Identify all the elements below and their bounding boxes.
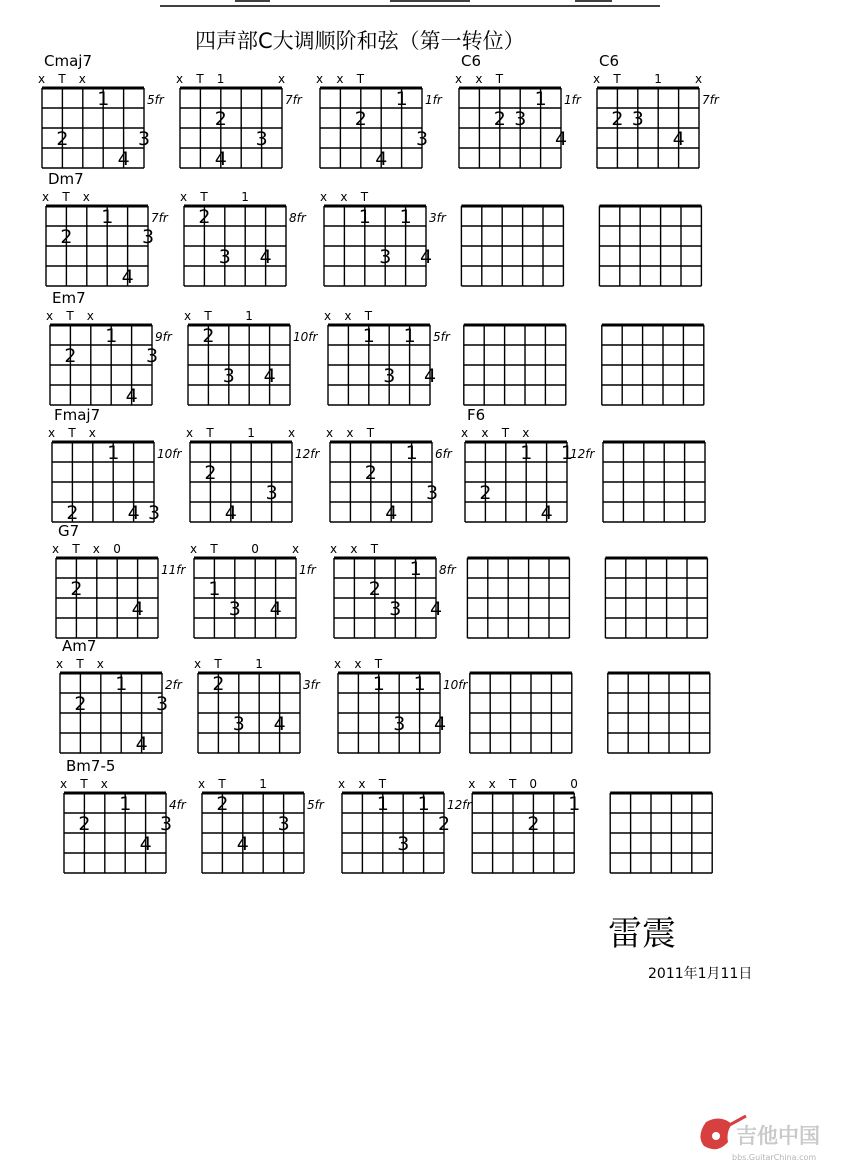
- string-mark: x: [346, 426, 354, 440]
- finger-number: 2: [493, 108, 506, 130]
- fretboard-grid: [602, 325, 704, 405]
- string-mark: x: [180, 190, 188, 204]
- chord-diagram-r5-c2: [190, 542, 317, 638]
- fret-position-label: 1fr: [425, 93, 442, 107]
- chord-name: G7: [58, 522, 80, 540]
- string-mark: T: [613, 72, 621, 86]
- date: 2011年1月11日: [648, 966, 753, 982]
- finger-number: 4: [263, 365, 276, 387]
- fretboard-grid: [470, 673, 572, 753]
- chord-diagram-r7-c3: [338, 777, 472, 873]
- string-mark: x: [354, 657, 362, 671]
- finger-number: 4: [139, 833, 152, 855]
- chord-diagram-r1-c4: [455, 52, 582, 168]
- string-mark: 1: [241, 190, 249, 204]
- chord-diagram-r1-c1: [38, 52, 165, 170]
- finger-number: 3: [397, 833, 410, 855]
- chord-diagram-r5-c5: [605, 558, 707, 638]
- string-mark: x: [184, 309, 192, 323]
- finger-number: 1: [417, 793, 430, 815]
- fret-position-label: 5fr: [147, 93, 164, 107]
- string-mark: T: [214, 657, 222, 671]
- fret-position-label: 5fr: [307, 798, 324, 812]
- string-mark: x: [100, 777, 108, 791]
- chord-name: Dm7: [48, 170, 84, 188]
- string-mark: T: [62, 190, 70, 204]
- finger-number: 3: [138, 128, 151, 150]
- chord-name: C6: [599, 52, 620, 70]
- string-mark: 1: [255, 657, 263, 671]
- string-mark: T: [204, 309, 212, 323]
- chord-diagram-r4-c2: [186, 426, 320, 524]
- string-mark: x: [320, 190, 328, 204]
- chord-diagram-r7-c4: [468, 777, 580, 873]
- chord-diagram-r6-c5: [608, 673, 710, 753]
- fret-position-label: 10fr: [157, 447, 182, 461]
- string-mark: x: [455, 72, 463, 86]
- finger-number: 2: [70, 578, 83, 600]
- string-mark: T: [80, 777, 88, 791]
- finger-number: 1: [119, 793, 132, 815]
- string-mark: x: [488, 777, 496, 791]
- string-mark: x: [56, 657, 64, 671]
- finger-number: 1: [534, 88, 547, 110]
- string-mark: T: [495, 72, 504, 86]
- fret-position-label: 12fr: [447, 798, 472, 812]
- chord-diagram-r7-c2: [198, 777, 325, 873]
- finger-number: 2: [198, 206, 211, 228]
- finger-number: 3: [218, 246, 231, 268]
- string-mark: T: [360, 190, 369, 204]
- string-mark: T: [68, 426, 76, 440]
- string-mark: x: [86, 309, 94, 323]
- finger-number: 1: [372, 673, 385, 695]
- fretboard-grid: [610, 793, 712, 873]
- finger-number: 3: [146, 345, 159, 367]
- finger-number: 3: [631, 108, 644, 130]
- finger-number: 2: [78, 813, 91, 835]
- finger-number: 1: [208, 578, 221, 600]
- finger-number: 3: [416, 128, 429, 150]
- chord-diagram-r5-c4: [467, 558, 569, 638]
- string-mark: T: [356, 72, 365, 86]
- fretboard-grid: [467, 558, 569, 638]
- chord-diagram-r6-c1: [56, 637, 183, 755]
- string-mark: T: [366, 426, 375, 440]
- string-mark: x: [316, 72, 324, 86]
- watermark-site: 吉他中国: [736, 1124, 820, 1148]
- fretboard-grid: [603, 442, 705, 522]
- finger-number: 3: [255, 128, 268, 150]
- chord-name: Am7: [62, 637, 97, 655]
- finger-number: 4: [273, 713, 286, 735]
- string-mark: x: [92, 542, 100, 556]
- string-mark: T: [58, 72, 66, 86]
- page-title: 四声部C大调顺阶和弦（第一转位）: [195, 29, 525, 53]
- string-mark: x: [340, 190, 348, 204]
- string-mark: x: [695, 72, 703, 86]
- signature: 雷震: [608, 914, 676, 954]
- chord-diagram-r1-c3: [316, 72, 443, 170]
- string-mark: 0: [113, 542, 121, 556]
- fret-position-label: 6fr: [435, 447, 452, 461]
- fretboard-grid: [461, 206, 563, 286]
- string-mark: x: [38, 72, 46, 86]
- finger-number: 2: [64, 345, 77, 367]
- watermark-url: bbs.GuitarChina.com: [732, 1153, 817, 1162]
- string-mark: x: [593, 72, 601, 86]
- string-mark: x: [334, 657, 342, 671]
- string-mark: T: [196, 72, 204, 86]
- top-scan-lines: [160, 1, 660, 6]
- chord-diagram-r3-c3: [324, 309, 451, 405]
- finger-number: 3: [156, 693, 169, 715]
- string-mark: 1: [654, 72, 662, 86]
- finger-number: 4: [135, 733, 148, 755]
- string-mark: x: [336, 72, 344, 86]
- finger-number: 1: [403, 325, 416, 347]
- string-mark: x: [358, 777, 366, 791]
- string-mark: T: [76, 657, 84, 671]
- finger-number: 1: [105, 325, 118, 347]
- chord-diagram-r3-c1: [46, 289, 173, 407]
- string-mark: 0: [570, 777, 578, 791]
- chord-name: Cmaj7: [44, 52, 92, 70]
- fret-position-label: 2fr: [165, 678, 182, 692]
- string-mark: T: [206, 426, 214, 440]
- finger-number: 4: [127, 502, 140, 524]
- finger-number: 4: [385, 502, 398, 524]
- string-mark: x: [278, 72, 286, 86]
- fretboard-grid: [464, 325, 566, 405]
- chord-diagram-r2-c1: [42, 170, 169, 288]
- string-mark: 0: [251, 542, 259, 556]
- chord-name: Fmaj7: [54, 406, 101, 424]
- string-mark: x: [186, 426, 194, 440]
- string-mark: T: [72, 542, 80, 556]
- fret-position-label: 8fr: [439, 563, 456, 577]
- chord-diagram-r4-c4: [461, 406, 595, 524]
- finger-number: 1: [376, 793, 389, 815]
- finger-number: 1: [520, 442, 533, 464]
- chord-diagram-r7-c1: [60, 757, 187, 873]
- string-mark: x: [468, 777, 476, 791]
- finger-number: 3: [265, 482, 278, 504]
- string-mark: T: [218, 777, 226, 791]
- chord-diagram-r5-c3: [330, 542, 457, 638]
- string-mark: x: [52, 542, 60, 556]
- finger-number: 1: [413, 673, 426, 695]
- finger-number: 4: [430, 598, 443, 620]
- chord-diagram-r2-c2: [180, 190, 307, 286]
- finger-number: 2: [611, 108, 624, 130]
- finger-number: 2: [56, 128, 69, 150]
- chord-diagram-r1-c5: [593, 52, 720, 168]
- string-mark: x: [46, 309, 54, 323]
- fret-position-label: 10fr: [293, 330, 318, 344]
- chord-diagram-r3-c2: [184, 309, 318, 405]
- chord-name: C6: [461, 52, 482, 70]
- finger-number: 3: [160, 813, 173, 835]
- fretboard-grid: [472, 793, 574, 873]
- finger-number: 4: [224, 502, 237, 524]
- string-mark: x: [481, 426, 489, 440]
- finger-number: 4: [269, 598, 282, 620]
- chord-diagram-r6-c3: [334, 657, 468, 753]
- string-mark: T: [374, 657, 383, 671]
- string-mark: x: [190, 542, 198, 556]
- finger-number: 1: [107, 442, 120, 464]
- fret-position-label: 3fr: [429, 211, 446, 225]
- finger-number: 1: [362, 325, 375, 347]
- string-mark: x: [461, 426, 469, 440]
- finger-number: 4: [121, 266, 134, 288]
- fretboard-grid: [608, 673, 710, 753]
- finger-number: 2: [60, 226, 73, 248]
- finger-number: 3: [148, 502, 161, 524]
- string-mark: x: [194, 657, 202, 671]
- finger-number: 4: [131, 598, 144, 620]
- finger-number: 4: [214, 148, 227, 170]
- string-mark: x: [60, 777, 68, 791]
- finger-number: 2: [74, 693, 87, 715]
- fret-position-label: 4fr: [169, 798, 186, 812]
- chord-name: Bm7-5: [66, 757, 116, 775]
- fretboard-grid: [605, 558, 707, 638]
- finger-number: 3: [389, 598, 402, 620]
- fretboard-grid: [599, 206, 701, 286]
- chord-diagram-r7-c5: [610, 793, 712, 873]
- string-mark: x: [350, 542, 358, 556]
- finger-number: 3: [222, 365, 235, 387]
- fret-position-label: 7fr: [151, 211, 168, 225]
- finger-number: 1: [405, 442, 418, 464]
- finger-number: 3: [232, 713, 245, 735]
- string-mark: T: [210, 542, 218, 556]
- fret-position-label: 7fr: [702, 93, 719, 107]
- chord-diagram-r5-c1: [52, 522, 186, 638]
- finger-number: 1: [101, 206, 114, 228]
- string-mark: x: [82, 190, 90, 204]
- fret-position-label: 3fr: [303, 678, 320, 692]
- finger-number: 2: [66, 502, 79, 524]
- finger-number: 4: [434, 713, 447, 735]
- chord-diagram-r4-c3: [326, 426, 453, 524]
- string-mark: 1: [216, 72, 225, 86]
- string-mark: x: [475, 72, 483, 86]
- finger-number: 1: [358, 206, 371, 228]
- finger-number: 3: [514, 108, 527, 130]
- finger-number: 2: [204, 462, 217, 484]
- fret-position-label: 12fr: [570, 447, 595, 461]
- fret-position-label: 11fr: [161, 563, 186, 577]
- string-mark: x: [88, 426, 96, 440]
- chord-name: Em7: [52, 289, 86, 307]
- fret-position-label: 7fr: [285, 93, 302, 107]
- string-mark: x: [292, 542, 300, 556]
- finger-number: 3: [277, 813, 290, 835]
- string-mark: x: [176, 72, 184, 86]
- string-mark: T: [370, 542, 379, 556]
- finger-number: 2: [368, 578, 381, 600]
- string-mark: T: [200, 190, 208, 204]
- fret-position-label: 5fr: [433, 330, 450, 344]
- string-mark: T: [509, 777, 517, 791]
- finger-number: 2: [202, 325, 215, 347]
- finger-number: 3: [426, 482, 439, 504]
- chord-diagram-r1-c2: [176, 72, 303, 170]
- string-mark: x: [288, 426, 296, 440]
- string-mark: T: [378, 777, 387, 791]
- chord-diagram-r2-c5: [599, 206, 701, 286]
- string-mark: T: [66, 309, 74, 323]
- finger-number: 2: [214, 108, 227, 130]
- finger-number: 3: [379, 246, 392, 268]
- fret-position-label: 9fr: [155, 330, 172, 344]
- finger-number: 1: [409, 558, 422, 580]
- finger-number: 4: [117, 148, 130, 170]
- finger-number: 4: [672, 128, 685, 150]
- finger-number: 4: [236, 833, 249, 855]
- finger-number: 1: [395, 88, 408, 110]
- fret-position-label: 12fr: [295, 447, 320, 461]
- finger-number: 3: [393, 713, 406, 735]
- string-mark: x: [42, 190, 50, 204]
- chord-diagram-r2-c3: [320, 190, 447, 286]
- string-mark: 1: [245, 309, 253, 323]
- string-mark: x: [326, 426, 334, 440]
- chord-diagram-r3-c5: [602, 325, 704, 405]
- string-mark: 0: [529, 777, 538, 791]
- finger-number: 3: [383, 365, 396, 387]
- finger-number: 4: [259, 246, 272, 268]
- finger-number: 1: [399, 206, 412, 228]
- finger-number: 2: [212, 673, 225, 695]
- finger-number: 3: [228, 598, 241, 620]
- finger-number: 4: [125, 385, 138, 407]
- finger-number: 2: [438, 813, 451, 835]
- finger-number: 4: [540, 502, 553, 524]
- finger-number: 2: [479, 482, 492, 504]
- string-mark: x: [198, 777, 206, 791]
- string-mark: x: [78, 72, 86, 86]
- string-mark: x: [338, 777, 346, 791]
- finger-number: 3: [142, 226, 155, 248]
- string-mark: T: [501, 426, 510, 440]
- chord-diagram-r6-c4: [470, 673, 572, 753]
- finger-number: 1: [97, 88, 110, 110]
- fret-position-label: 1fr: [299, 563, 316, 577]
- finger-number: 4: [420, 246, 433, 268]
- string-mark: x: [330, 542, 338, 556]
- finger-number: 1: [561, 442, 574, 464]
- string-mark: x: [96, 657, 104, 671]
- finger-number: 2: [527, 813, 540, 835]
- chord-diagram-r2-c4: [461, 206, 563, 286]
- fret-position-label: 8fr: [289, 211, 306, 225]
- fret-position-label: 10fr: [443, 678, 468, 692]
- chord-diagram-r3-c4: [464, 325, 566, 405]
- finger-number: 2: [216, 793, 229, 815]
- chord-grid: [38, 52, 720, 873]
- chord-name: F6: [467, 406, 486, 424]
- string-mark: x: [324, 309, 332, 323]
- finger-number: 1: [115, 673, 128, 695]
- chord-diagram-r4-c1: [48, 406, 182, 524]
- finger-number: 2: [364, 462, 377, 484]
- string-mark: 1: [259, 777, 267, 791]
- fret-position-label: 1fr: [564, 93, 581, 107]
- finger-number: 4: [555, 128, 568, 150]
- finger-number: 2: [354, 108, 367, 130]
- finger-number: 4: [375, 148, 388, 170]
- string-mark: T: [364, 309, 373, 323]
- string-mark: x: [522, 426, 530, 440]
- watermark: [700, 1116, 820, 1162]
- string-mark: 1: [247, 426, 255, 440]
- finger-number: 1: [568, 793, 581, 815]
- string-mark: x: [48, 426, 56, 440]
- finger-number: 4: [424, 365, 437, 387]
- chord-diagram-r6-c2: [194, 657, 321, 753]
- chord-diagram-r4-c5: [603, 442, 705, 522]
- string-mark: x: [344, 309, 352, 323]
